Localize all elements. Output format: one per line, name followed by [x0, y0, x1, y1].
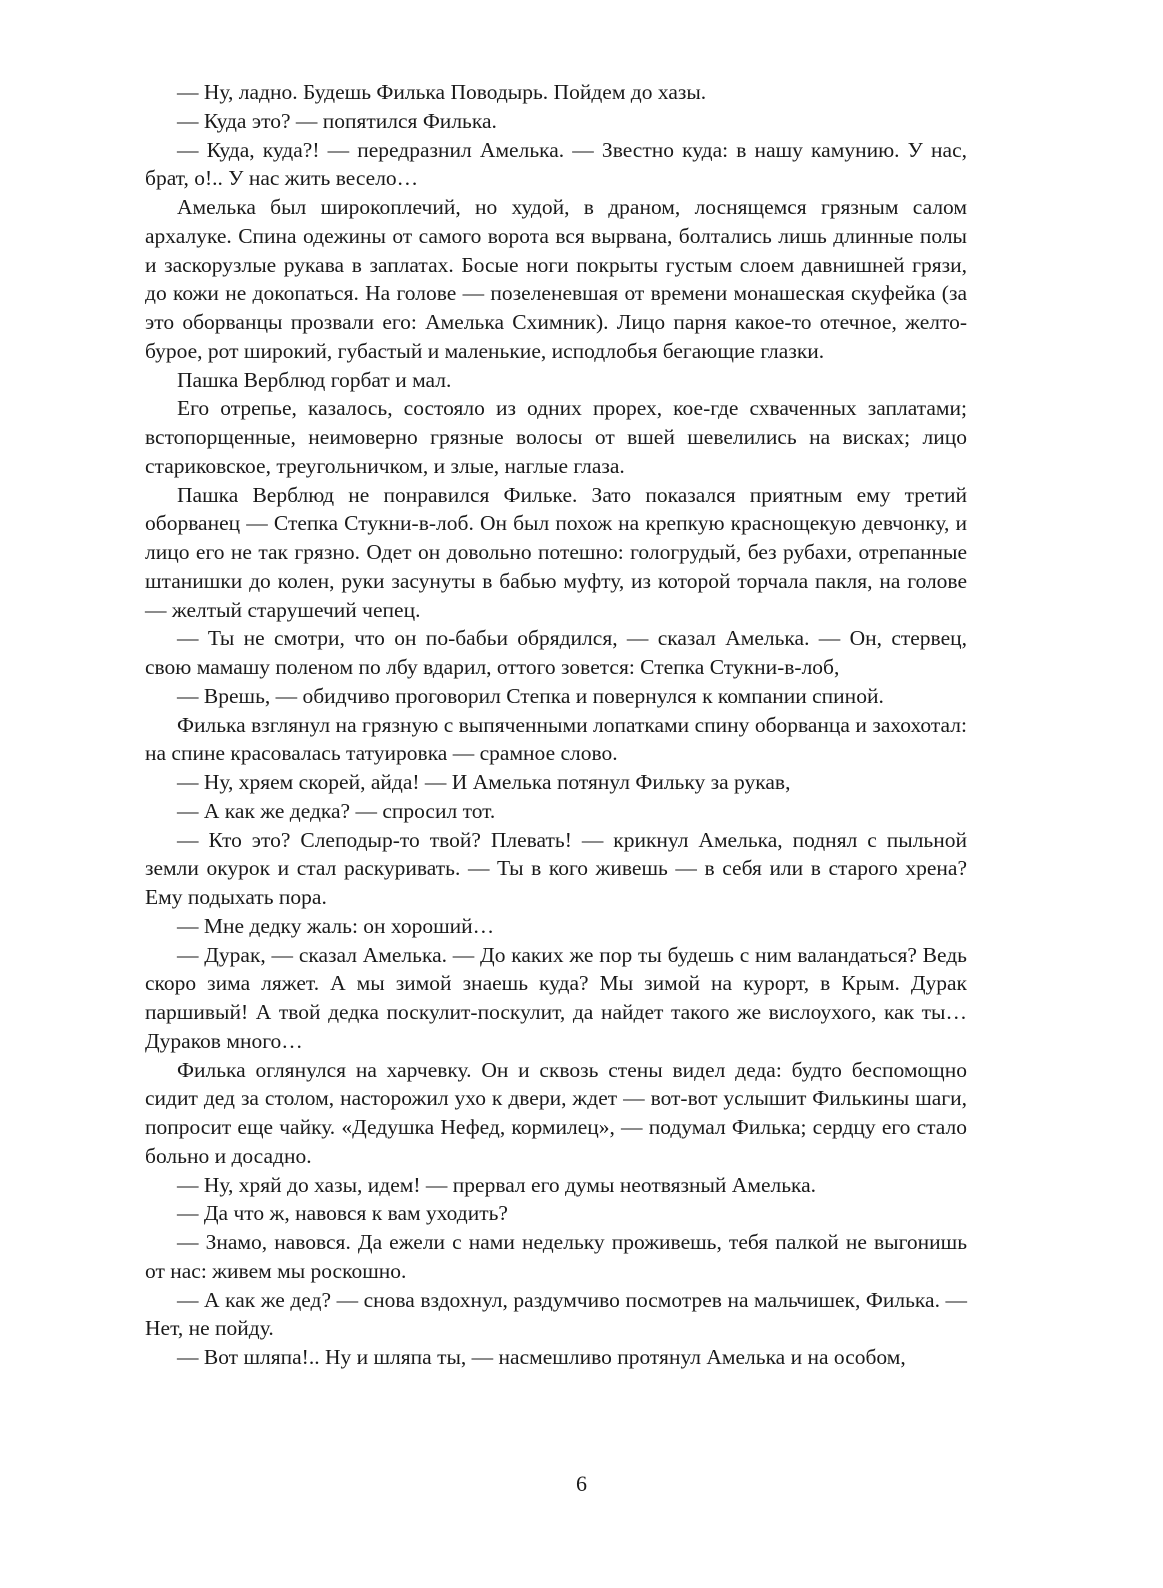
- paragraph: — Куда, куда?! — передразнил Амелька. — Звестно куда: в нашу камунию. У нас, брат, о!.. У нас жить весело…: [145, 137, 967, 191]
- paragraph: — Куда это? — попятился Филька.: [177, 108, 497, 133]
- paragraph: — Ты не смотри, что он по-бабьи обрядился, — сказал Амелька. — Он, стервец, свою мамашу поленом по лбу вдарил, оттого зовется: Степка Стукни-в-лоб,: [145, 626, 967, 679]
- paragraph: — А как же дедка? — спросил тот.: [177, 798, 496, 823]
- paragraph: — Ну, хряем скорей, айда! — И Амелька потянул Фильку за рукав,: [177, 770, 791, 794]
- paragraph: — Кто это? Слеподыр-то твой? Плевать! — крикнул Амелька, поднял с пыльной земли окурок и стал раскуривать. — Ты в кого живешь — в себя или в старого хрена? Ему подыхать пора.: [145, 827, 967, 909]
- page-number: 6: [576, 1471, 587, 1496]
- paragraph: Его отрепье, казалось, состояло из одних прорех, кое-где схваченных заплатами; встопорщенные, неимоверно грязные волосы от вшей шевелились на висках; лицо стариковское, треугольничком, и злые, наглые глаза.: [145, 396, 967, 478]
- paragraph: — Ну, ладно. Будешь Филька Поводырь. Пойдем до хазы.: [177, 80, 707, 104]
- paragraph: — Врешь, — обидчиво проговорил Степка и повернулся к компании спиной.: [177, 683, 884, 708]
- paragraph: Пашка Верблюд не понравился Фильке. Зато показался приятным ему третий оборванец — Степка Стукни-в-лоб. Он был похож на крепкую краснощекую девчонку, и лицо его не так грязно. Одет он довольно потешно: гологрудый, без рубахи, отрепанные штанишки до колен, руки засунуты в бабью муфту, из которой торчала пакля, на голове — желтый старушечий чепец.: [145, 482, 967, 622]
- body-text: [145, 78, 967, 1372]
- paragraph: — Мне дедку жаль: он хороший…: [177, 913, 495, 938]
- paragraph: Филька оглянулся на харчевку. Он и сквозь стены видел деда: будто беспомощно сидит дед за столом, насторожил ухо к двери, ждет — вот-вот услышит Филькины шаги, попросит еще чайку. «Дедушка Нефед, кормилец», — подумал Филька; сердцу его стало больно и досадно.: [145, 1057, 967, 1168]
- paragraph: — Дурак, — сказал Амелька. — До каких же пор ты будешь с ним валандаться? Ведь скоро зима ляжет. А мы зимой знаешь куда? Мы зимой на курорт, в Крым. Дурак паршивый! А твой дедка поскулит-поскулит, да найдет такого же вислоухого, как ты… Дураков много…: [145, 942, 967, 1053]
- paragraph: — А как же дед? — снова вздохнул, раздумчиво посмотрев на мальчишек, Филька. — Нет, не пойду.: [145, 1287, 967, 1341]
- paragraph: Пашка Верблюд горбат и мал.: [177, 367, 452, 392]
- paragraph: Филька взглянул на грязную с выпяченными лопатками спину оборванца и захохотал: на спине красовалась татуировка — срамное слово.: [145, 712, 967, 766]
- paragraph: Амелька был широкоплечий, но худой, в драном, лоснящемся грязным салом архалуке. Спина одежины от самого ворота вся вырвана, болтались лишь длинные полы и заскорузлые рукава в заплатах. Босые ноги покрыты густым слоем давнишней грязи, до кожи не докопаться. На голове — позеленевшая от времени монашеская скуфейка (за это оборванцы прозвали его: Амелька Схимник). Лицо парня какое-то отечное, желто-бурое, рот широкий, губастый и маленькие, исподлобья бегающие глазки.: [145, 195, 967, 363]
- paragraph: — Вот шляпа!.. Ну и шляпа ты, — насмешливо протянул Амелька и на особом,: [177, 1345, 906, 1369]
- paragraph: — Да что ж, навовся к вам уходить?: [177, 1201, 508, 1226]
- paragraph: — Ну, хряй до хазы, идем! — прервал его думы неотвязный Амелька.: [177, 1172, 817, 1197]
- paragraph: — Знамо, навовся. Да ежели с нами недельку проживешь, тебя палкой не выгонишь от нас: живем мы роскошно.: [145, 1230, 967, 1283]
